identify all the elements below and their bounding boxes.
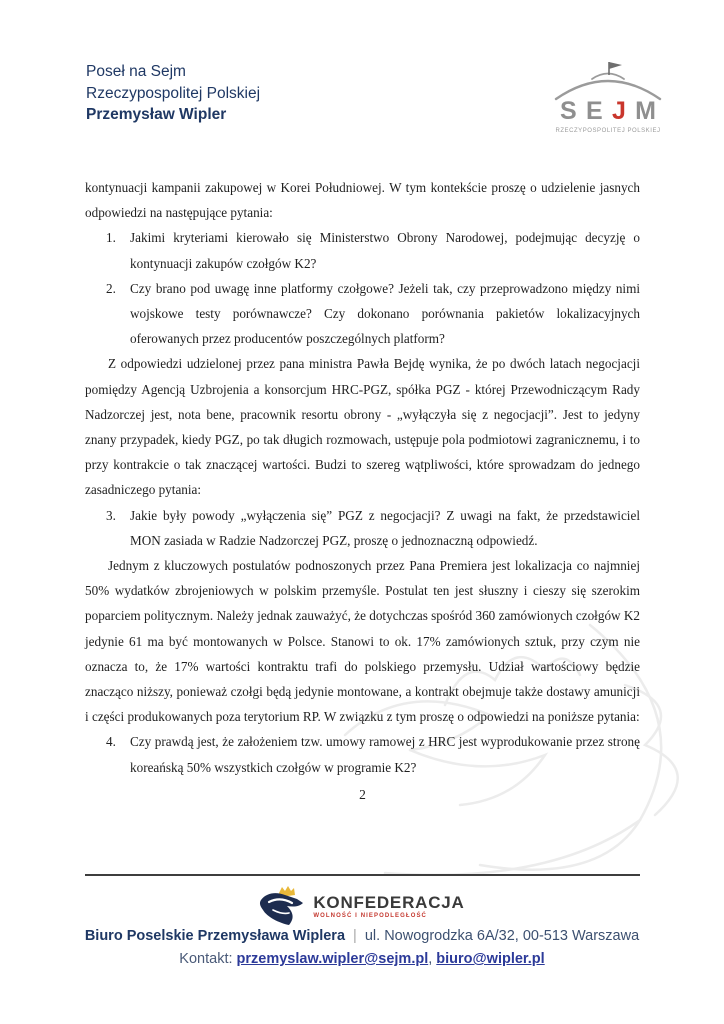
sejm-dome-icon <box>552 57 664 101</box>
sejm-logo <box>552 57 664 134</box>
list-number: 3. <box>106 507 116 523</box>
footer-contact-label: Kontakt: <box>179 951 233 967</box>
footer-divider <box>85 874 640 876</box>
footer-address: ul. Nowogrodzka 6A/32, 00-513 Warszawa <box>364 928 640 944</box>
paragraph-intro: kontynuacji kampanii zakupowej w Korei Południowej. W tym kontekście proszę o udzielenie jasnych odpowiedzi na następujące pytania: <box>85 180 640 221</box>
paragraph-negotiations: Z odpowiedzi udzielonej przez pana ministra Pawła Bejdę wynika, że po dwóch latach negocjacji pomiędzy Agencją Uzbrojenia a konsorcjum HRC-PGZ, spółka PGZ - której Przewodniczącym Rady Nadzorczej jest, nota bene, pracownik resortu obrony - „wyłączyła się z negocjacji”. Jest to jedyny znany przypadek, kiedy PGZ, po tak długich rozmowach, ustępuje pola podmiotowi zagranicznemu, i to przy kontrakcie o tak znaczącej wartości. Budzi to szereg wątpliwości, które sprowadzam do jednego zasadniczego pytania: <box>85 356 640 498</box>
footer-email-separator: , <box>428 951 433 967</box>
sejm-wordmark <box>560 97 656 126</box>
konfederacja-logo <box>0 885 724 927</box>
sender-line-1: Poseł na Sejm <box>86 63 186 80</box>
konfederacja-wordmark <box>313 894 464 919</box>
paragraph-localization: Jednym z kluczowych postulatów podnoszonych przez Pana Premiera jest lokalizacja co najmniej 50% wydatków zbrojeniowych w polskim przemyśle. Postulat ten jest słuszny i cieszy się szerokim poparciem politycznym. Należy jednak zauważyć, że dotychczas spośród 360 zamówionych czołgów K2 jedynie 61 ma być montowanych w Polsce. Stanowi to ok. 17% zamówionych sztuk, przy czym nie oznacza to, że 17% wartości kontraktu trafi do polskiego przemysłu. Udział wartościowy będzie znacząco niższy, ponieważ czołgi będą jedynie montowane, a kontrakt obejmuje także dostawy amunicji i części produkowanych poza terytorium RP. W związku z tym proszę o odpowiedzi na poniższe pytania: <box>85 558 640 725</box>
email-link-biuro[interactable]: biuro@wipler.pl <box>436 951 545 967</box>
list-number: 2. <box>106 280 116 296</box>
sejm-letter-m: M <box>635 97 656 125</box>
footer-office-line <box>0 928 724 944</box>
document-body <box>85 175 640 807</box>
sejm-letter-j: J <box>611 97 626 125</box>
list-item-2 <box>85 276 640 352</box>
list-number: 1. <box>106 230 116 246</box>
list-item-1 <box>85 225 640 275</box>
sejm-logo-caption: RZECZYPOSPOLITEJ POLSKIEJ <box>555 128 661 134</box>
list-item-3 <box>85 503 640 553</box>
footer-separator: | <box>353 928 357 944</box>
konfederacja-slogan: WOLNOŚĆ I NIEPODLEGŁOŚĆ <box>313 912 427 919</box>
konfederacja-name: KONFEDERACJA <box>313 892 465 912</box>
sender-line-2: Rzeczypospolitej Polskiej <box>86 84 261 102</box>
sender-name: Przemysław Wipler <box>86 106 227 123</box>
list-item-text: Czy prawdą jest, że założeniem tzw. umowy ramowej z HRC jest wyprodukowanie przez stronę koreańską 50% wszystkich czołgów w programie K2? <box>130 734 640 775</box>
sejm-letter-e: E <box>585 97 603 125</box>
sejm-letter-s: S <box>560 97 577 125</box>
footer-contact-line <box>0 951 724 967</box>
list-item-text: Czy brano pod uwagę inne platformy czołgowe? Jeżeli tak, czy przeprowadzono między nimi wojskowe testy porównawcze? Czy dokonano porównania pakietów lokalizacyjnych oferowanych przez producentów poszczególnych platform? <box>130 280 640 347</box>
list-item-4 <box>85 729 640 779</box>
page-number: 2 <box>359 786 366 802</box>
list-item-text: Jakie były powody „wyłączenia się” PGZ z negocjacji? Z uwagi na fakt, że przedstawiciel MON zasiada w Radzie Nadzorczej PGZ, proszę o jednoznaczną odpowiedź. <box>130 507 640 548</box>
konfederacja-eagle-icon <box>259 886 305 926</box>
email-link-sejm[interactable]: przemyslaw.wipler@sejm.pl <box>236 951 429 967</box>
list-number: 4. <box>106 734 116 750</box>
footer-office-name: Biuro Poselskie Przemysława Wiplera <box>84 928 346 944</box>
list-item-text: Jakimi kryteriami kierowało się Ministerstwo Obrony Narodowej, podejmując decyzję o kontynuacji zakupów czołgów K2? <box>130 230 640 271</box>
sender-block <box>86 61 260 126</box>
